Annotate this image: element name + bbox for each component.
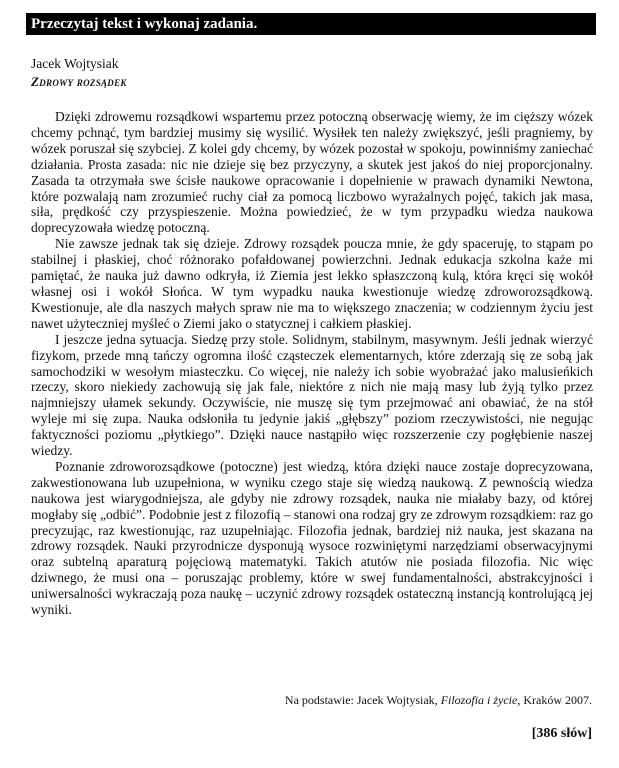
paragraph-3: I jeszcze jedna sytuacja. Siedzę przy stole. Solidnym, stabilnym, masywnym. Jeśli jednak wierzyć fizykom, przede mną tańczy ogromna ilość cząsteczek elementarnych, które zderzają się ze sobą jak samochodziki w wesołym miasteczku. Co więcej, nie należy ich sobie wyobrażać jako malusieńkich rzeczy, skoro niekiedy zachowują się jak fale, niektóre z nich nie mają masy lub żyją tylko przez najmniejszy ułamek sekundy. Oczywiście, nie muszę się tym przejmować ani obawiać, że na stół wyleje mi się zupa. Nauka odsłoniła tu jedynie jakiś „głębszy” poziom rzeczywistości, nie negując faktyczności poziomu „płytkiego”. Dzięki nauce nastąpiło więc rozszerzenie czy pogłębienie naszej wiedzy.: [31, 331, 593, 459]
word-count: [386 słów]: [531, 726, 592, 741]
paragraph-4: Poznanie zdroworozsądkowe (potoczne) jest wiedzą, która dzięki nauce zostaje doprecyzowana, zakwestionowana lub uzupełniona, w wyniku czego staje się wiedzą naukową. Z pewnością wiedza naukowa jest wiarygodniejsza, ale gdyby nie zdrowy rozsądek, nauka nie miałaby bazy, od której mogłaby się „odbić”. Podobnie jest z filozofią – stanowi ona rodzaj gry ze zdrowym rozsądkiem: raz go precyzując, raz kwestionując, raz uzupełniając. Filozofia jednak, bardziej niż nauka, jest skazana na zdrowy rozsądek. Nauki przyrodnicze dysponują wysoce rozwiniętymi narzędziami obserwacyjnymi oraz subtelną aparaturą pojęciową matematyki. Takich atutów nie posiada filozofia. Nic więc dziwnego, że musi ona – poruszając problemy, które w swej fundamentalności, abstrakcyjności i uniwersalności wykraczają poza naukę – uczynić zdrowy rozsądek ostateczną instancją kontrolującą jej wyniki.: [31, 458, 593, 618]
source-suffix: , Kraków 2007.: [517, 693, 592, 707]
paragraph-2: Nie zawsze jednak tak się dzieje. Zdrowy rozsądek poucza mnie, że gdy spaceruję, to stąpam po stabilnej i płaskiej, choć różnorako pofałdowanej powierzchni. Jednak edukacja szkolna każe mi pamiętać, że nauka już dawno odkryła, iż Ziemia jest lekko spłaszczoną kulą, która kręci się wokół własnej osi i wokół Słońca. W tym wypadku nauka kwestionuje wiedzę zdroworozsądkową. Kwestionuje, ale dla naszych małych spraw nie ma to większego znaczenia; w codziennym życiu jest nawet użyteczniej myśleć o Ziemi jako o statycznej i całkiem płaskiej.: [31, 236, 593, 331]
article-title: Zdrowy rozsądek: [31, 74, 127, 89]
article-author: Jacek Wojtysiak: [31, 56, 119, 71]
article-body: [31, 109, 593, 618]
source-prefix: Na podstawie: Jacek Wojtysiak,: [284, 693, 441, 707]
instruction-bar: [26, 13, 596, 35]
source-citation: [285, 693, 592, 708]
paragraph-1: Dzięki zdrowemu rozsądkowi wspartemu przez potoczną obserwację wiemy, że im cięższy wózek chcemy pchnąć, tym bardziej musimy się wysilić. Wysiłek ten należy zwiększyć, jeśli pragniemy, by wózek poruszał się szybciej. Z kolei gdy chcemy, by wózek pozostał w spokoju, powinniśmy zaniechać działania. Prosta zasada: nic nie dzieje się bez przyczyny, a skutek jest jakoś do niej proporcjonalny. Zasada ta otrzymała swe ścisłe naukowe opracowanie i dopełnienie w prawach dynamiki Newtona, które pozwalają nam zrozumieć ruchy ciał za pomocą liczbowo wyrażalnych pojęć, takich jak masa, siła, prędkość czy przyspieszenie. Można powiedzieć, że w tym przypadku wiedza naukowa doprecyzowała wiedzę potoczną.: [31, 109, 593, 236]
instruction-text: Przeczytaj tekst i wykonaj zadania.: [31, 16, 258, 32]
source-book-title: Filozofia i życie: [440, 693, 518, 707]
